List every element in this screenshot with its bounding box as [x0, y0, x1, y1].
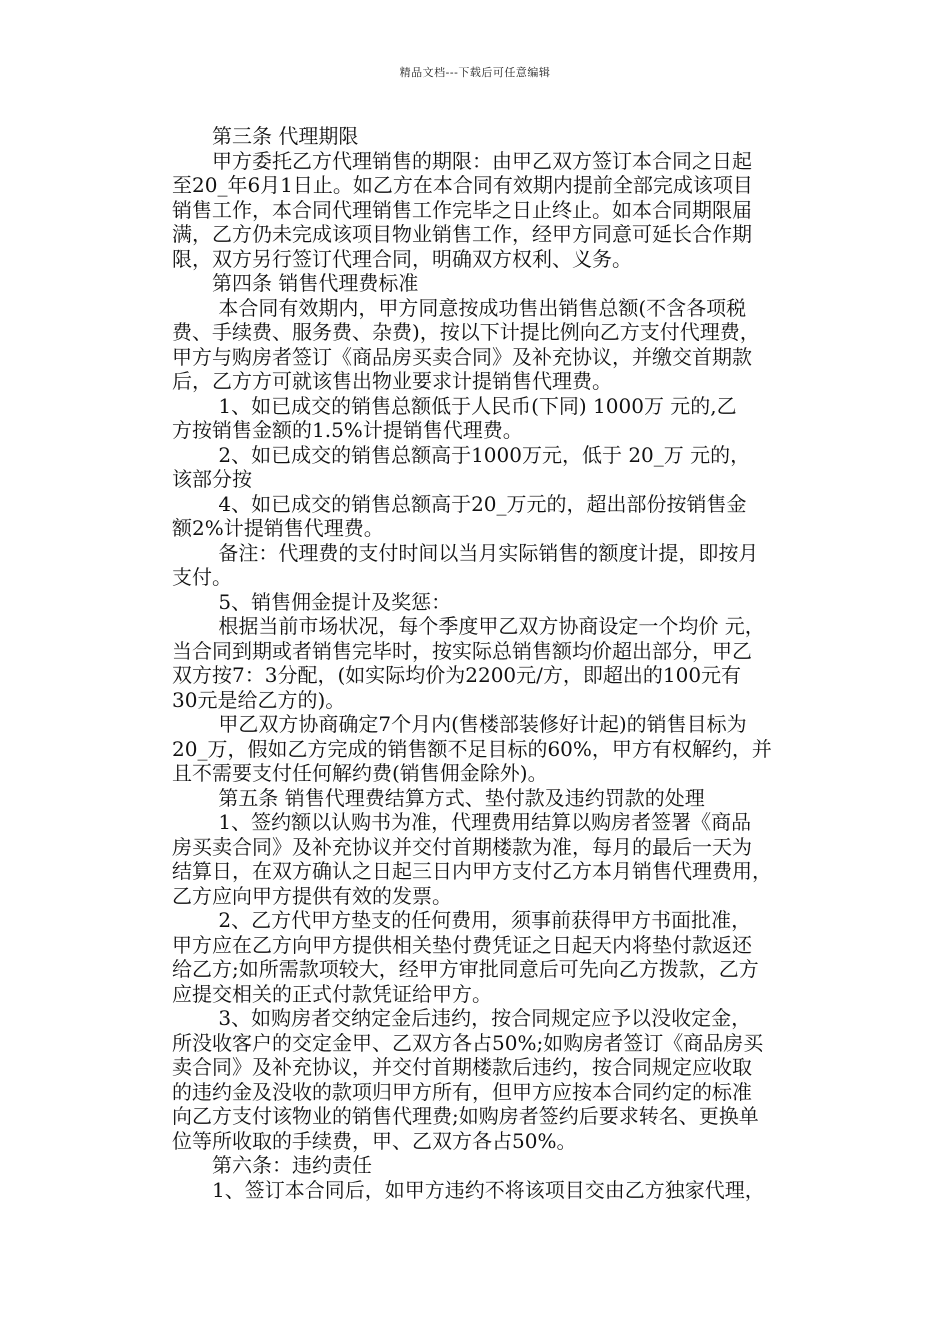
text-line: 结算日，在双方确认之日起三日内甲方支付乙方本月销售代理费用， — [172, 859, 772, 883]
text-line: 第五条 销售代理费结算方式、垫付款及违约罚款的处理 — [172, 785, 705, 810]
text-line: 且不需要支付任何解约费(销售佣金除外)。 — [172, 761, 548, 785]
text-line: 30元是给乙方的)。 — [172, 687, 346, 712]
text-line: 当合同到期或者销售完毕时，按实际总销售额均价超出部分，甲乙 — [172, 638, 752, 663]
text-line: 2、如已成交的销售总额高于1000万元，低于 20_万 元的， — [172, 442, 751, 467]
text-line: 20_万，假如乙方完成的销售额不足目标的60%，甲方有权解约，并 — [172, 736, 772, 761]
text-line: 甲方委托乙方代理销售的期限：由甲乙双方签订本合同之日起 — [172, 148, 752, 173]
text-line: 满，乙方仍未完成该项目物业销售工作，经甲方同意可延长合作期 — [172, 222, 752, 246]
text-line: 销售工作，本合同代理销售工作完毕之日止终止。如本合同期限届 — [172, 197, 752, 222]
text-line: 向乙方支付该物业的销售代理费;如购房者签约后要求转名、更换单 — [172, 1104, 759, 1128]
text-line: 2、乙方代甲方垫支的任何费用，须事前获得甲方书面批准， — [172, 908, 752, 932]
text-line: 应提交相关的正式付款凭证给甲方。 — [172, 981, 492, 1006]
text-line: 所没收客户的交定金甲、乙双方各占50%;如购房者签订《商品房买 — [172, 1030, 764, 1055]
text-line: 第六条：违约责任 — [172, 1153, 372, 1177]
text-line: 双方按7：3分配，(如实际均价为2200元/方，即超出的100元有 — [172, 663, 742, 687]
text-line: 限，双方另行签订代理合同，明确双方权利、义务。 — [172, 246, 632, 271]
text-line: 位等所收取的手续费，甲、乙双方各占50%。 — [172, 1128, 577, 1153]
text-line: 乙方应向甲方提供有效的发票。 — [172, 883, 452, 908]
text-line: 1、签约额以认购书为准，代理费用结算以购房者签署《商品 — [172, 810, 752, 834]
text-line: 额2%计提销售代理费。 — [172, 516, 384, 540]
text-line: 4、如已成交的销售总额高于20_万元的，超出部份按销售金 — [172, 491, 747, 516]
text-line: 至20_年6月1日止。如乙方在本合同有效期内提前全部完成该项目 — [172, 173, 753, 197]
text-line: 房买卖合同》及补充协议并交付首期楼款为准，每月的最后一天为 — [172, 834, 752, 859]
text-line: 1、如已成交的销售总额低于人民币(下同) 1000万 元的,乙 — [172, 393, 737, 418]
text-line: 给乙方;如所需款项较大，经甲方审批同意后可先向乙方拨款，乙方 — [172, 957, 759, 981]
text-line: 的违约金及没收的款项归甲方所有，但甲方应按本合同约定的标准 — [172, 1079, 752, 1104]
document-body — [172, 124, 812, 1202]
text-line: 3、如购房者交纳定金后违约，按合同规定应予以没收定金， — [172, 1006, 752, 1030]
text-line: 第四条 销售代理费标准 — [172, 271, 419, 295]
text-line: 后，乙方方可就该售出物业要求计提销售代理费。 — [172, 369, 612, 393]
text-line: 卖合同》及补充协议，并交付首期楼款后违约，按合同规定应收取 — [172, 1055, 752, 1079]
text-line: 第三条 代理期限 — [172, 124, 359, 148]
text-line: 甲方与购房者签订《商品房买卖合同》及补充协议，并缴交首期款 — [172, 344, 752, 369]
text-line: 甲方应在乙方向甲方提供相关垫付费凭证之日起天内将垫付款返还 — [172, 932, 752, 957]
page-header: 精品文档---下载后可任意编辑 — [399, 66, 551, 79]
text-line: 5、销售佣金提计及奖惩： — [172, 589, 452, 614]
text-line: 根据当前市场状况，每个季度甲乙双方协商设定一个均价 元， — [172, 614, 765, 638]
text-line: 方按销售金额的1.5%计提销售代理费。 — [172, 418, 523, 442]
text-line: 1、签订本合同后，如甲方违约不将该项目交由乙方独家代理， — [172, 1177, 765, 1202]
text-line: 备注：代理费的支付时间以当月实际销售的额度计提，即按月 — [172, 540, 759, 565]
text-line: 本合同有效期内，甲方同意按成功售出销售总额(不含各项税 — [172, 295, 747, 320]
text-line: 支付。 — [172, 565, 232, 589]
text-line: 费、手续费、服务费、杂费)，按以下计提比例向乙方支付代理费， — [172, 320, 760, 344]
text-line: 甲乙双方协商确定7个月内(售楼部装修好计起)的销售目标为 — [172, 712, 747, 736]
text-line: 该部分按 — [172, 467, 252, 491]
